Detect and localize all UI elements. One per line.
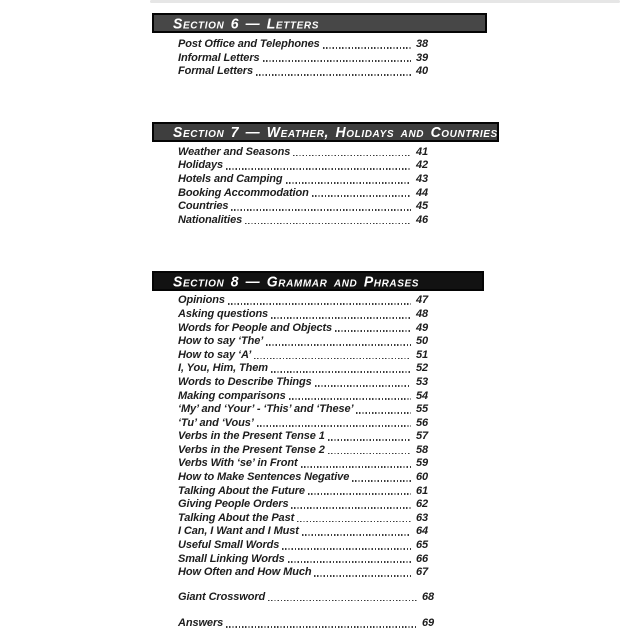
toc-entry — [178, 417, 434, 431]
toc-entry-page: 49 — [416, 321, 429, 334]
toc-leader-dots — [293, 155, 411, 157]
toc-entry-page: 39 — [416, 51, 429, 64]
toc-leader-dots — [271, 317, 411, 319]
section-title: Section 6 — Letters — [173, 14, 319, 32]
toc-entry — [178, 38, 434, 52]
toc-entry-label: Making comparisons — [178, 389, 286, 402]
toc-leader-dots — [271, 371, 411, 373]
toc-leader-dots — [302, 534, 411, 536]
toc-entry-page: 43 — [416, 172, 429, 185]
toc-entry — [178, 617, 440, 631]
toc-entry-page: 60 — [416, 471, 429, 484]
toc-entry — [178, 322, 434, 336]
toc-entry-label: Words to Describe Things — [178, 375, 312, 388]
toc-leader-dots — [256, 74, 411, 76]
toc-leader-dots — [291, 507, 411, 509]
toc-entry — [178, 214, 434, 228]
toc-entry-page: 50 — [416, 335, 429, 348]
toc-entry — [178, 349, 434, 363]
toc-entry-page: 51 — [416, 348, 429, 361]
toc-entry-page: 40 — [416, 65, 429, 78]
toc-entry — [178, 308, 434, 322]
toc-entry-label: Verbs in the Present Tense 2 — [178, 443, 325, 456]
toc-entry — [178, 187, 434, 201]
toc-entry-label: Answers — [178, 617, 224, 630]
toc-entry-page: 48 — [416, 307, 429, 320]
toc-leader-dots — [297, 521, 411, 523]
toc-leader-dots — [328, 453, 411, 455]
toc — [152, 13, 512, 631]
toc-entry — [178, 403, 434, 417]
toc-entry-page: 63 — [416, 511, 429, 524]
toc-entry-page: 47 — [416, 294, 429, 307]
toc-entry-page: 58 — [416, 443, 429, 456]
toc-entry-label: Giant Crossword — [178, 590, 266, 603]
toc-entry — [178, 376, 434, 390]
toc-leader-dots — [282, 548, 411, 550]
toc-leader-dots — [231, 209, 411, 211]
toc-entry-label: Small Linking Words — [178, 552, 285, 565]
toc-entry-label: Holidays — [178, 159, 224, 172]
toc-entry — [178, 553, 434, 567]
toc-entry-page: 54 — [416, 389, 429, 402]
toc-entry-page: 57 — [416, 430, 429, 443]
toc-entry-label: ‘My’ and ‘Your’ - ‘This’ and ‘These’ — [178, 403, 354, 416]
section-entries — [178, 294, 434, 579]
toc-leader-dots — [257, 425, 411, 427]
toc-entry-page: 59 — [416, 457, 429, 470]
toc-leader-dots — [328, 439, 411, 441]
section-header-bar — [152, 13, 487, 33]
toc-entry-label: Verbs in the Present Tense 1 — [178, 430, 325, 443]
section-title: Section 7 — Weather, Holidays and Countries — [173, 123, 498, 141]
toc-entry — [178, 362, 434, 376]
toc-entry-page: 45 — [416, 200, 429, 213]
toc-entry-page: 65 — [416, 539, 429, 552]
toc-entry-label: How to say ‘A’ — [178, 348, 252, 361]
toc-entry-page: 64 — [416, 525, 429, 538]
toc-leader-dots — [263, 60, 411, 62]
toc-leader-dots — [228, 303, 411, 305]
toc-entry-label: How to say ‘The’ — [178, 335, 264, 348]
toc-entry-page: 52 — [416, 362, 429, 375]
section-title: Section 8 — Grammar and Phrases — [173, 272, 420, 290]
toc-leader-dots — [308, 493, 411, 495]
toc-section — [152, 122, 512, 228]
toc-entry — [178, 566, 434, 580]
toc-leader-dots — [335, 330, 411, 332]
toc-entry — [178, 485, 434, 499]
toc-entry — [178, 159, 434, 173]
toc-entry-label: I, You, Him, Them — [178, 362, 268, 375]
toc-entry — [178, 498, 434, 512]
toc-entry — [178, 525, 434, 539]
section-entries — [178, 38, 434, 79]
toc-entry-label: Formal Letters — [178, 65, 254, 78]
toc-entry — [178, 471, 434, 485]
toc-entry — [178, 146, 434, 160]
toc-entry-page: 44 — [416, 186, 429, 199]
toc-leader-dots — [226, 626, 417, 628]
toc-leader-dots — [352, 480, 411, 482]
scan-edge-artifact — [150, 0, 620, 3]
toc-entry-page: 62 — [416, 498, 429, 511]
toc-entry — [178, 539, 434, 553]
section-entries — [178, 146, 434, 228]
toc-entry-page: 56 — [416, 416, 429, 429]
section-header-bar — [152, 122, 499, 142]
toc-entry — [178, 512, 434, 526]
toc-entry-label: I Can, I Want and I Must — [178, 525, 299, 538]
toc-entry-page: 68 — [422, 590, 435, 603]
toc-entry-label: Words for People and Objects — [178, 321, 333, 334]
toc-leader-dots — [356, 412, 411, 414]
toc-entry — [178, 457, 434, 471]
toc-leader-dots — [323, 47, 411, 49]
toc-entry-label: Booking Accommodation — [178, 186, 309, 199]
toc-entry — [178, 591, 440, 605]
toc-leader-dots — [315, 385, 411, 387]
toc-entry — [178, 65, 434, 79]
toc-entry-label: How to Make Sentences Negative — [178, 471, 350, 484]
toc-entry-page: 69 — [422, 617, 435, 630]
toc-entry-page: 55 — [416, 403, 429, 416]
toc-entry-label: Weather and Seasons — [178, 145, 291, 158]
toc-leader-dots — [254, 358, 411, 360]
toc-entry-label: Useful Small Words — [178, 539, 280, 552]
toc-leader-dots — [301, 466, 411, 468]
toc-leader-dots — [266, 344, 411, 346]
toc-entry-label: Verbs With ‘se’ in Front — [178, 457, 298, 470]
toc-entry-page: 38 — [416, 38, 429, 50]
toc-entry-page: 41 — [416, 145, 429, 158]
toc-leader-dots — [289, 398, 411, 400]
toc-entry-label: Informal Letters — [178, 51, 260, 64]
toc-entry-label: Post Office and Telephones — [178, 38, 320, 50]
toc-entry — [178, 173, 434, 187]
toc-entry-label: Countries — [178, 200, 229, 213]
toc-entry-page: 46 — [416, 213, 429, 226]
toc-entry-page: 66 — [416, 552, 429, 565]
toc-entry — [178, 200, 434, 214]
toc-section — [152, 13, 512, 79]
toc-entry-page: 42 — [416, 159, 429, 172]
toc-leader-dots — [312, 195, 411, 197]
toc-entry-label: How Often and How Much — [178, 566, 312, 579]
toc-leader-dots — [226, 168, 411, 170]
toc-entry-page: 53 — [416, 375, 429, 388]
toc-entry — [178, 294, 434, 308]
section-header-bar — [152, 271, 484, 291]
toc-entry — [178, 335, 434, 349]
toc-entry-label: Talking About the Future — [178, 484, 305, 497]
toc-leader-dots — [314, 575, 411, 577]
toc-entry-label: Hotels and Camping — [178, 172, 283, 185]
toc-leader-dots — [286, 182, 411, 184]
toc-leader-dots — [288, 561, 411, 563]
toc-entry — [178, 52, 434, 66]
toc-entry-label: Opinions — [178, 294, 225, 307]
toc-leader-dots — [245, 223, 411, 225]
toc-entry-page: 61 — [416, 484, 429, 497]
toc-leader-dots — [268, 600, 417, 602]
toc-entry-label: Giving People Orders — [178, 498, 289, 511]
toc-entry — [178, 430, 434, 444]
toc-entry-label: Nationalities — [178, 213, 243, 226]
toc-entry-label: ‘Tu’ and ‘Vous’ — [178, 416, 254, 429]
toc-section — [152, 271, 512, 579]
toc-entry — [178, 390, 434, 404]
toc-entry-page: 67 — [416, 566, 429, 579]
toc-entry-label: Talking About the Past — [178, 511, 295, 524]
toc-entry-label: Asking questions — [178, 307, 269, 320]
toc-entry — [178, 444, 434, 458]
